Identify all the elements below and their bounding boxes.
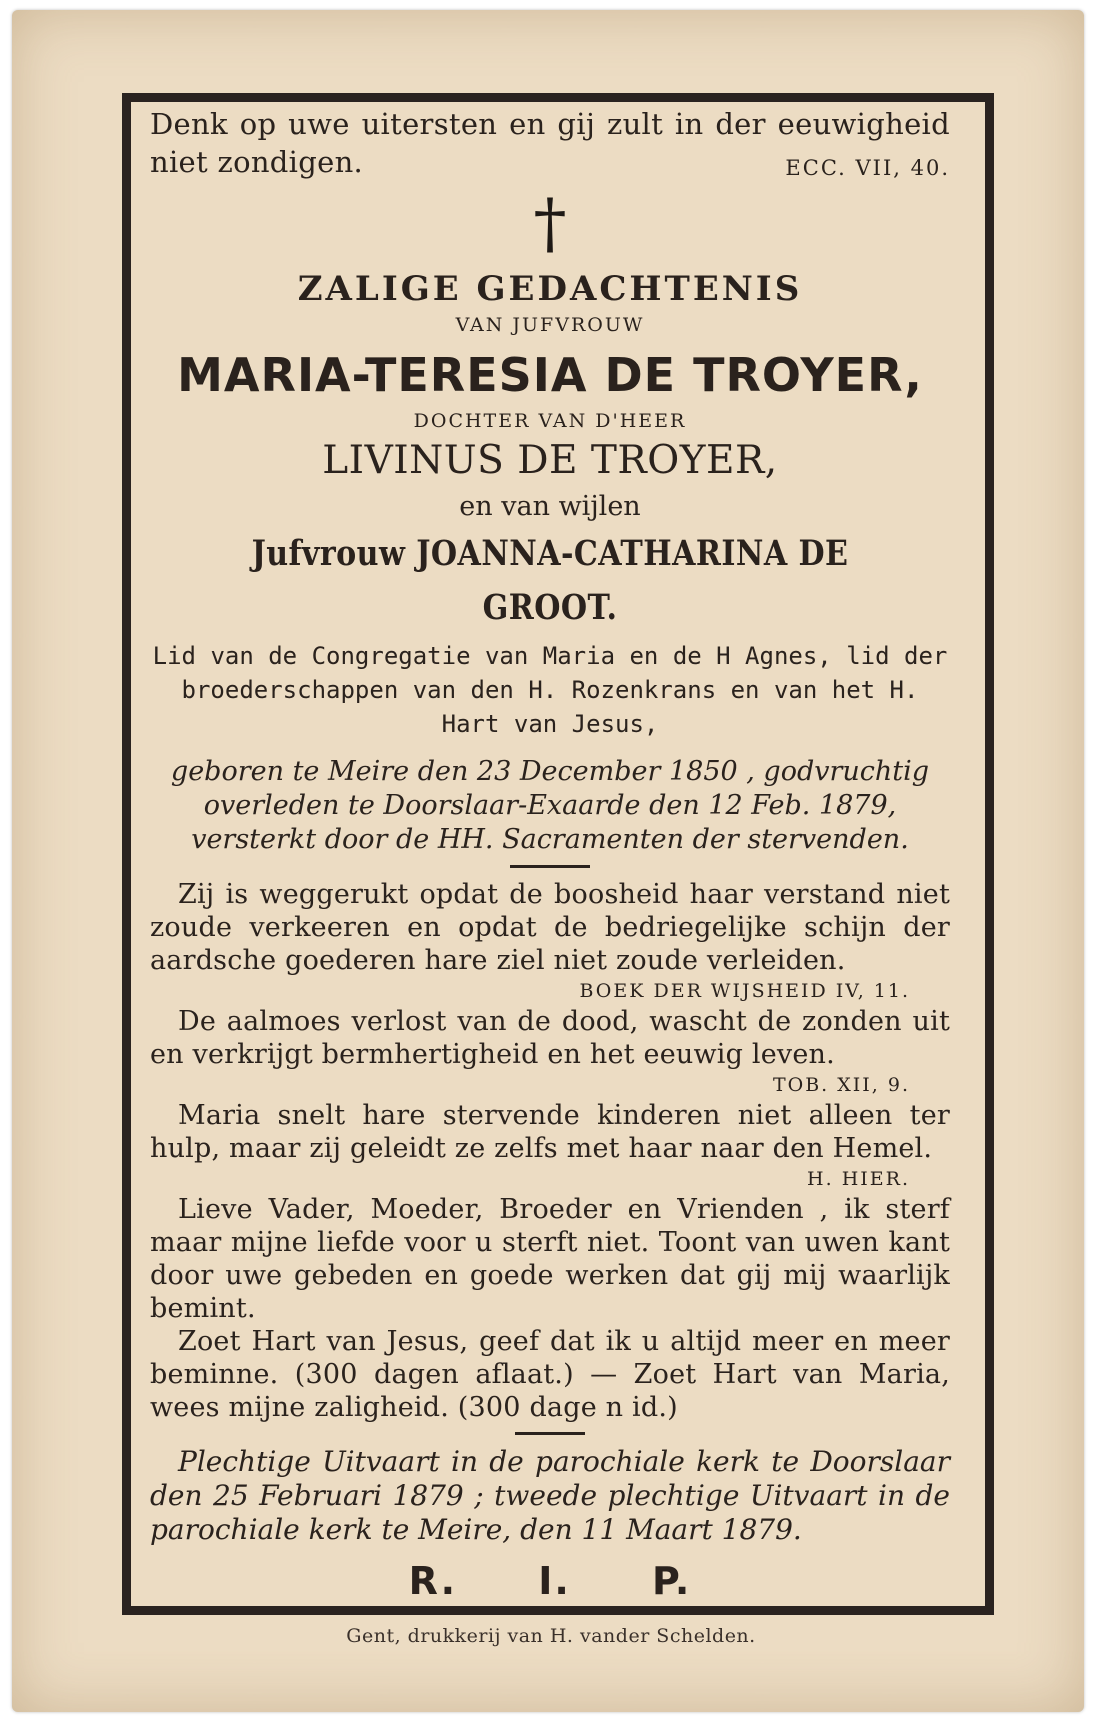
birth-death-dates: geboren te Meire den 23 December 1850 , godvruchtig overleden te Doorslaar-Exaarde den 12 Feb. 1879, versterkt door de HH. Sacramenten der stervenden. (170, 756, 930, 855)
passage (150, 1099, 950, 1193)
divider (510, 865, 590, 868)
divider (515, 1432, 585, 1435)
passage (150, 1193, 950, 1325)
passage-text: De aalmoes verlost van de dood, wascht de zonden uit en verkrijgt bermhertigheid en het eeuwig leven. (150, 1006, 950, 1070)
and-late-line: en van wijlen (459, 491, 641, 522)
daughter-of-line: DOCHTER VAN D'HEER (413, 410, 687, 432)
of-miss-line: VAN JUFVROUW (455, 314, 645, 336)
passage (150, 1325, 950, 1424)
passage-text: Zij is weggerukt opdat de boosheid haar verstand niet zoude verkeeren en opdat de bedriegelijke schijn der aardsche goederen hare ziel niet zoude verleiden. (150, 879, 950, 976)
passage-reference: TOB. XII, 9. (772, 1074, 910, 1096)
passage-text: Zoet Hart van Jesus, geef dat ik u altijd meer en meer beminne. (300 dagen aflaat.) — Zoet Hart van Maria, wees mijne zaligheid. (300 dage n id.) (150, 1326, 950, 1423)
deceased-name: MARIA-TERESIA DE TROYER, (177, 348, 923, 402)
printer-credit: Gent, drukkerij van H. vander Schelden. (346, 1625, 756, 1647)
passage-reference: H. HIER. (807, 1168, 910, 1190)
rip-text: R. I. P. (408, 1559, 692, 1603)
epigraph-text: Denk op uwe uitersten en gij zult in der eeuwigheid niet zondigen. (150, 107, 950, 179)
cross-icon: † (533, 185, 567, 262)
funeral-notice: Plechtige Uitvaart in de parochiale kerk te Doorslaar den 25 Februari 1879 ; tweede plechtige Uitvaart in de parochiale kerk te Meire, den 11 Maart 1879. (150, 1445, 950, 1546)
card-content (150, 105, 950, 1603)
father-name: LIVINUS DE TROYER, (322, 438, 778, 483)
passage (150, 878, 950, 1005)
memorial-title: ZALIGE GEDACHTENIS (297, 269, 803, 309)
passage-text: Lieve Vader, Moeder, Broeder en Vrienden , ik sterf maar mijne liefde voor u sterft niet. Toont van uwen kant door uwe gebeden en goede werken dat gij mij waarlijk bemint. (150, 1194, 950, 1324)
passage-reference: BOEK DER WIJSHEID IV, 11. (579, 980, 910, 1002)
mother-name: Jufvrouw JOANNA-CATHARINA DE GROOT. (251, 533, 849, 628)
membership-text: Lid van de Congregatie van Maria en de H Agnes, lid der broederschappen van den H. Rozenkrans en van het H. Hart van Jesus, (152, 642, 948, 738)
epigraph (150, 105, 950, 181)
passage (150, 1005, 950, 1099)
epigraph-reference: ECC. VII, 40. (785, 156, 950, 180)
passage-text: Maria snelt hare stervende kinderen niet alleen ter hulp, maar zij geleidt ze zelfs met haar naar den Hemel. (150, 1100, 950, 1164)
